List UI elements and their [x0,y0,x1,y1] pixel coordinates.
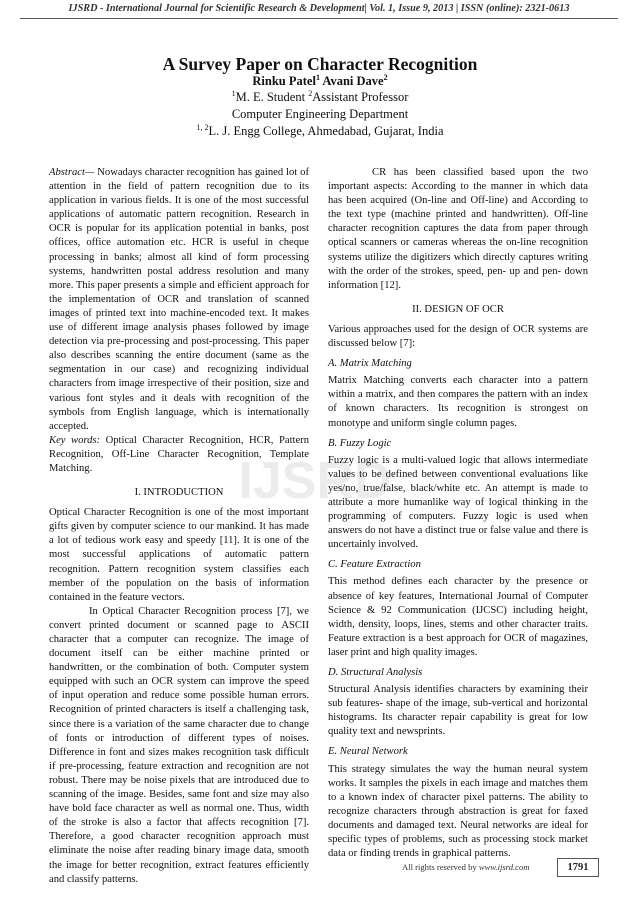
subsection-heading-fuzzy-logic: B. Fuzzy Logic [328,437,392,449]
left-column [49,166,309,887]
author-1: Rinku Patel [252,74,316,88]
intro-paragraph-2: In Optical Character Recognition process [7], we convert printed document or scanned page to ASCII character that a computer can recognize. The image of document itself can be either machine printed or handwritten, or the combination of both. Computer system equipped with such an OCR system can improve the speed of input operation and reduce some possible human errors. Recognition of printed characters is itself a challenging task, since there is a variation of the same character due to change of fonts or introduction of different types of noises. Difference in font and sizes makes recognition task difficult if pre-processing, feature extraction and recognition are not robust. There may be noise pixels that are introduced due to scanning of the image. Besides, same font and size may also have bold face character as well as normal one. Thus, width of the stroke is also a factor that affects recognition [7]. Therefore, a good character recognition approach must eliminate the noise after reading binary image data, smooth the image for better recognition, extract features efficiently and classify patterns. [49,605,309,885]
page-number: 1791 [557,858,599,877]
affiliation-role [60,89,580,106]
affil-sup-2: 2 [308,89,313,98]
subsection-heading-structural-analysis: D. Structural Analysis [328,667,423,678]
structural-analysis-text: Structural Analysis identifies characters by examining their sub features- shape of the image, sub-vertical and horizontal histograms. Its character repair capability is great for low quality text and newsprints. [328,684,588,738]
feature-extraction-text: This method defines each character by the presence or absence of key features, International Journal of Computer Science & 92 Communication (IJCSC) including height, width, density, loops, lines, stems and other character traits. Feature extraction is a best approach for OCR of magazines, laser print and high quality images. [328,576,588,658]
author-2-sup: 2 [383,73,388,82]
author-2: Avani Dave [322,74,384,88]
watermark-text: IJSRD [238,452,392,510]
paper-title: A Survey Paper on Character Recognition [162,54,478,74]
author-line [60,74,580,89]
abstract-text: Nowadays character recognition has gained lot of attention in the field of pattern recognition due to its application in various fields. It is one of the most successful applications of automatic pattern recognition. Research in OCR is popular for its application potential in banks, post offices, office automation etc. HCR is useful in cheque processing in banks; almost all kind of form processing systems, handwritten postal address resolution and many more. This paper presents a simple and efficient approach for the implementation of OCR and translation of scanned images of printed text into machine-encoded text. It makes use of different image analysis phases followed by image detection via pre-processing and post-processing. This paper also describes scanning the entire document (same as the segmentation in our case) and recognizing individual characters from image irrespective of their position, size and various font styles and it deals with recognition of the symbols from English language, which is internationally accepted. [49,167,309,432]
abstract [49,166,309,434]
author-1-sup: 1 [315,73,320,82]
affil-role-1: M. E. Student [235,90,309,104]
affiliation-department: Computer Engineering Department [231,107,409,121]
section-heading-design: II. DESIGN OF OCR [412,303,504,315]
title-block [60,54,580,140]
matrix-matching-text: Matrix Matching converts each character into a pattern within a matrix, and then compares the pattern with an index of known characters. Its recognition is strongest on monotype and uniform single column pages. [328,375,588,429]
intro-paragraph-1: Optical Character Recognition is one of the most important gifts given by computer science to our mankind. It has made a lot of tedious work easy and speedy [11]. It is one of the most successful applications of automatic pattern recognition. Pattern recognition system classifies each member of the population on the basis of information contained in the feature vectors. [49,507,309,603]
subsection-heading-feature-extraction: C. Feature Extraction [328,559,421,571]
keywords-label: Key words: [49,434,101,446]
subsection-heading-neural-network: E. Neural Network [328,746,408,758]
footer-rights-text: All rights reserved by [402,862,479,872]
abstract-label: Abstract— [49,167,95,178]
affiliation-institute [60,123,580,140]
footer-site-link[interactable]: www.ijsrd.com [478,862,530,872]
section-heading-introduction: I. INTRODUCTION [134,487,224,499]
header-rule [20,18,618,19]
cr-classification-paragraph: CR has been classified based upon the two important aspects: According to the manner in which data has been acquired (On-line and Off-line) and According to the text type (machine printed and handwritten). Off-line character recognition captures the data from paper through optical scanners or cameras whereas the on-line recognition systems utilize the digitizers which directly captures writing with the order of the strokes, speed, pen- up and pen- down information [12]. [328,167,588,291]
affil-institute: L. J. Engg College, Ahmedabad, Gujarat, India [208,124,444,138]
right-column [328,166,588,861]
design-intro: Various approaches used for the design of OCR systems are discussed below [7]: [328,323,588,350]
subsection-heading-matrix-matching: A. Matrix Matching [328,358,412,370]
journal-header: IJSRD - International Journal for Scientific Research & Development| Vol. 1, Issue 9, 2013 | ISSN (online): 2321-0613 [68,3,570,14]
neural-network-text: This strategy simulates the way the human neural system works. It samples the pixels in each image and matches them to a known index of character pixel patterns. The ability to recognize characters through abstraction is great for faxed documents and damaged text. Neural networks are ideal for specific types of problems, such as processing stock market data or finding trends in graphical patterns. [328,763,588,860]
fuzzy-logic-text: Fuzzy logic is a multi-valued logic that allows intermediate values to be defined between conventional evaluations like yes/no, true/false, black/white etc. An attempt is made to attribute a more humanlike way of logical thinking in the programming of computers. Fuzzy logic is used when answers do not have a distinct true or false value and there is uncertainly involved. [328,454,588,551]
affil-role-2: Assistant Professor [312,90,409,104]
affil-inst-sup: 1, 2 [196,123,209,132]
affil-sup-1: 1 [231,89,236,98]
keywords [49,434,309,476]
footer-rights [402,862,529,872]
keywords-text: Optical Character Recognition, HCR, Pattern Recognition, Off-Line Character Recognition, Template Matching. [49,434,309,474]
